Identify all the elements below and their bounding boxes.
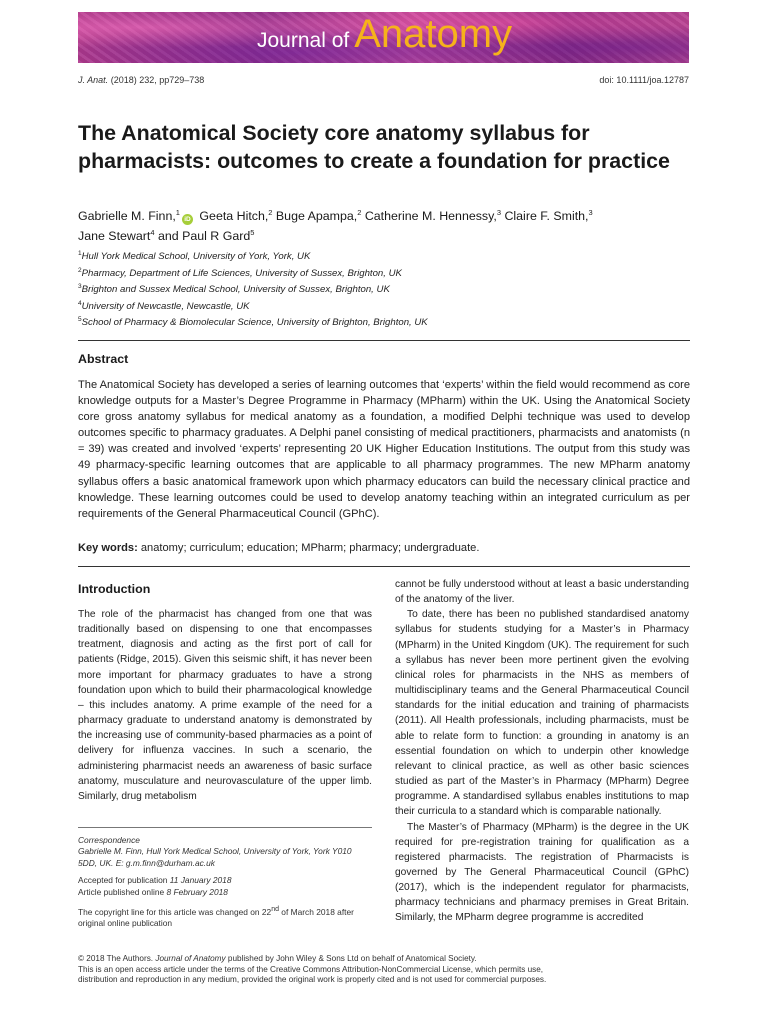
author-affil-ref: 2 — [357, 208, 362, 217]
affiliation-list — [78, 247, 690, 330]
abstract-top-rule — [78, 340, 690, 341]
journal-logo-name: Anatomy — [354, 12, 513, 56]
copyright-sup: nd — [271, 906, 279, 914]
footer-journal: Journal of Anatomy — [155, 954, 226, 963]
journal-logo-prefix: Journal of — [257, 29, 350, 52]
correspondence-label: Correspondence — [78, 835, 140, 845]
intro-paragraph: To date, there has been no published standardised anatomy syllabus for students studying for a Master’s in Pharmacy (MPharm) in the United Kingdom (UK). The requirement for such a syllabus has never been more pertinent given the evolving clinical roles for pharmacists in the NHS as members of multidisciplinary teams and the General Pharmaceutical Council standards for the initial education and training of pharmacists (2011). All Health professionals, including pharmacists, must be able to relate form to function: a grounding in anatomy is an essential foundation on which to underpin other knowledge relevant to clinical practice, as well as other basic sciences studied as part of the Master’s in Pharmacy (MPharm) Degree programme. A standardised syllabus enables institutions to map their curricula to a standard which is comparable nationally. — [395, 609, 689, 818]
affiliation-number: 5 — [78, 316, 82, 324]
doi-link[interactable]: doi: 10.1111/joa.12787 — [599, 75, 689, 85]
affiliation-number: 1 — [78, 250, 82, 257]
affiliation-item — [78, 313, 690, 330]
author-affil-ref: 3 — [588, 208, 593, 217]
keywords-list: anatomy; curriculum; education; MPharm; pharmacy; undergraduate. — [140, 542, 480, 554]
footer-text: © 2018 The Authors. — [78, 954, 156, 963]
intro-right-column — [395, 577, 689, 926]
author-name: Buge Apampa, — [275, 209, 358, 224]
author-affil-ref: 5 — [250, 228, 255, 238]
abstract-body: The Anatomical Society has developed a series of learning outcomes that ‘experts’ within the field would recommend as core knowledge outputs for a Master’s Degree Programme in Pharmacy (MPharm) within the UK. Using the Anatomical Society core gross anatomy syllabus for medical anatomy as a foundation, a modified Delphi technique was used to develop outcomes specific to pharmacy graduates. A Delphi panel consisting of medical practitioners, pharmacists and anatomists (n = 39) was created and involved ‘experts’ representing 20 UK Higher Education Institutions. The output from this study was 49 pharmacy-specific learning outcomes that are applicable to all pharmacy programmes. The new MPharm anatomy syllabus offers a basic anatomical framework upon which pharmacy educators can build the necessary clinical practice and knowledge. These learning outcomes could be used to develop anatomy teaching within an integrated curriculum as per requirements of the General Pharmaceutical Council (GPhC). — [78, 379, 690, 520]
correspondence-text: Gabrielle M. Finn, Hull York Medical School, University of York, York Y010 5DD, UK. E: g.m.finn@durham.ac.uk — [78, 846, 352, 868]
journal-logo — [257, 12, 512, 63]
affiliation-number: 4 — [78, 299, 82, 307]
citation-journal: J. Anat. — [78, 75, 109, 85]
article-title: The Anatomical Society core anatomy syllabus for pharmacists: outcomes to create a foundation for practice — [78, 121, 670, 173]
orcid-icon[interactable]: iD — [182, 214, 193, 225]
intro-left-column — [78, 607, 372, 804]
intro-paragraph: The role of the pharmacist has changed from one that was traditionally based on dispensing to one that encompasses treatment, diagnosis and acting as the first port of call for patients (Ridge, 2015). Given this seismic shift, it has never been more important for pharmacy graduates to have a strong foundation upon which to build their pharmacological knowledge – this includes anatomy. A prime example of the need for a pharmacy graduate to understand anatomy is demonstrated by the increasing use of community-based pharmacies as a point of delivery for influenza vaccines. In such a scenario, the administering pharmacist needs an awareness of basic surface anatomy, musculature and neurovasculature of the upper limb. Similarly, drug metabolism — [78, 609, 372, 802]
abstract-heading: Abstract — [78, 352, 129, 366]
footer-license: This is an open access article under the terms of the Creative Commons Attribution-NonCommercial License, which permits use, — [78, 964, 544, 974]
copyright-change-note — [78, 904, 372, 930]
affiliation-text: Hull York Medical School, University of York, York, UK — [81, 251, 311, 263]
author-affil-ref: 3 — [496, 208, 502, 217]
accepted-note — [78, 875, 372, 886]
keywords-label: Key words: — [78, 542, 138, 554]
author-affil-ref: 4 — [150, 228, 155, 238]
license-footer — [78, 954, 690, 986]
affiliation-number: 3 — [78, 283, 82, 291]
affiliation-text: Pharmacy, Department of Life Sciences, University of Sussex, Brighton, UK — [81, 267, 402, 279]
online-note — [78, 887, 372, 898]
accepted-label: Accepted for publication — [78, 875, 168, 886]
citation-volume: (2018) 232, pp729–738 — [110, 75, 205, 85]
abstract-bottom-rule — [78, 566, 690, 567]
online-date: 8 February 2018 — [166, 886, 228, 897]
author-name: Jane Stewart — [78, 229, 151, 244]
citation — [78, 75, 204, 85]
author-name: Geeta Hitch, — [199, 209, 269, 224]
journal-banner — [78, 12, 689, 63]
affiliation-text: University of Newcastle, Newcastle, UK — [81, 300, 250, 312]
affiliation-text: School of Pharmacy & Biomolecular Science, University of Brighton, Brighton, UK — [81, 317, 428, 329]
copyright-text: The copyright line for this article was changed on 22 — [78, 906, 272, 917]
author-name: Catherine M. Hennessy, — [364, 209, 497, 224]
author-affil-ref: 1 — [175, 208, 180, 217]
introduction-heading: Introduction — [78, 582, 151, 596]
footer-license: distribution and reproduction in any medium, provided the original work is properly cited and is not used for commercial purposes. — [78, 975, 547, 985]
footer-copyright — [78, 954, 690, 965]
accepted-date: 11 January 2018 — [169, 875, 232, 886]
author-name: Gabrielle M. Finn, — [78, 209, 176, 224]
author-affil-ref: 2 — [268, 208, 273, 217]
affiliation-item — [78, 247, 690, 264]
article-notes — [78, 827, 372, 930]
affiliation-item — [78, 280, 690, 297]
affiliation-number: 2 — [78, 266, 82, 274]
author-list — [78, 205, 690, 244]
online-label: Article published online — [78, 886, 165, 897]
intro-paragraph: cannot be fully understood without at least a basic understanding of the anatomy of the liver. — [395, 579, 689, 606]
intro-paragraph: The Master’s of Pharmacy (MPharm) is the degree in the UK required for pre-registration training for qualification as a registered pharmacists. The registration of Pharmacists is governed by The General Pharmaceutical Council (GPhC) (2017), which is the independent regulator for pharmacists, pharmacy technicians and pharmacy premises in Great Britain. Similarly, the MPharm degree programme is accredited — [395, 821, 689, 924]
affiliation-item — [78, 264, 690, 281]
author-name: and Paul R Gard — [157, 229, 251, 244]
affiliation-item — [78, 297, 690, 314]
author-name: Claire F. Smith, — [504, 209, 589, 224]
copyright-text-end: of March 2018 after original online publication — [78, 906, 354, 929]
affiliation-text: Brighton and Sussex Medical School, University of Sussex, Brighton, UK — [81, 284, 390, 296]
footer-text: published by John Wiley & Sons Ltd on behalf of Anatomical Society. — [225, 954, 477, 963]
keywords — [78, 540, 690, 556]
